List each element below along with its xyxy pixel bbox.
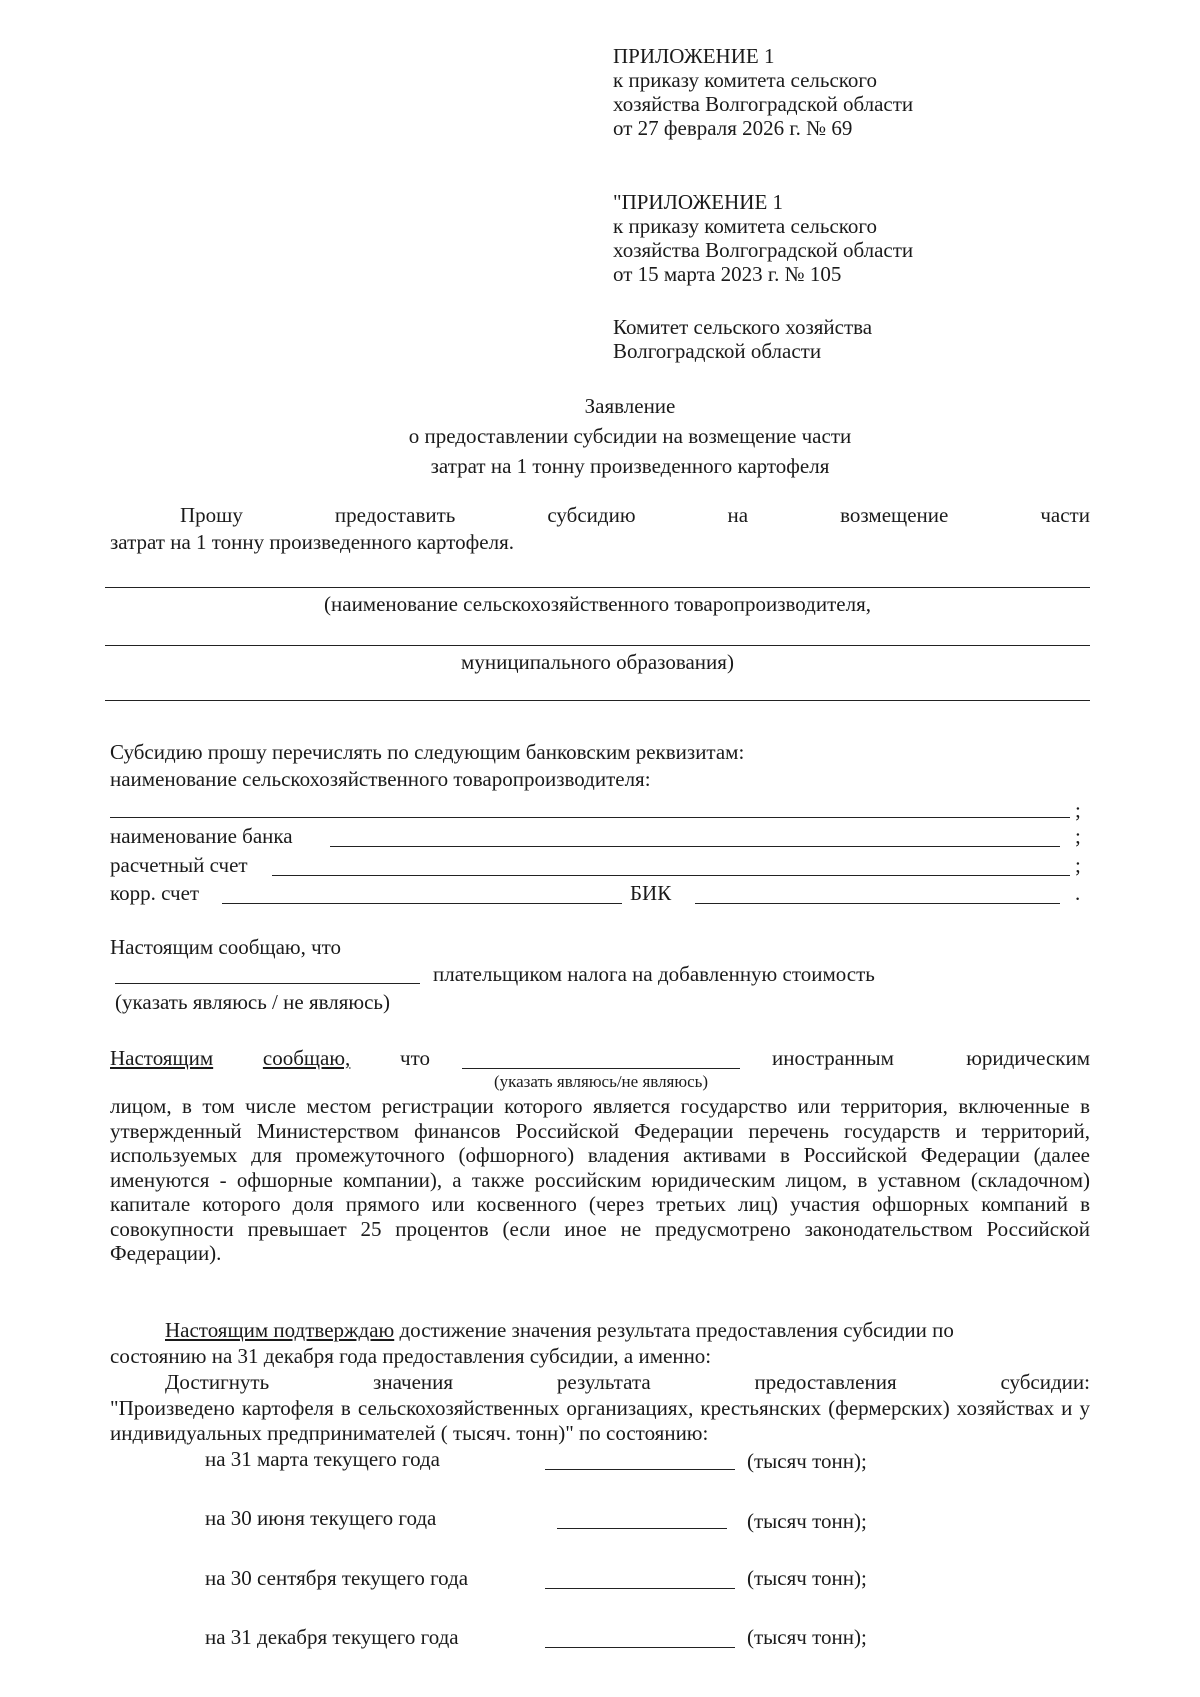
result-label: на 31 декабря текущего года bbox=[205, 1625, 459, 1649]
heading-title: Заявление bbox=[584, 394, 676, 418]
confirm-word: субсидии: bbox=[1000, 1370, 1090, 1394]
offshore-body: лицом, в том числе местом регистрации которого является государство или территория, включенные в утвержденный Министерством финансов Российской Федерации перечень государств и территорий, используемых для промежуточного (офшорного) владения активами в Российской Федерации (далее именуются - офшорные компании), а также российским юридическим лицом, в уставном (складочном) капитале которого доля прямого или косвенного (через третьих лиц) участия офшорных компаний в совокупности превышает 25 процентов (если иное не предусмотрено законодательством Российской Федерации). bbox=[110, 1094, 1090, 1265]
bik-label: БИК bbox=[630, 881, 672, 905]
vat-text: плательщиком налога на добавленную стоимость bbox=[433, 962, 875, 986]
offshore-word: Настоящим bbox=[110, 1046, 214, 1070]
producer-name-line[interactable] bbox=[105, 587, 1090, 588]
semicolon: ; bbox=[1075, 798, 1081, 822]
offshore-word: сообщаю, bbox=[262, 1046, 351, 1070]
period: . bbox=[1075, 881, 1081, 905]
semicolon: ; bbox=[1075, 824, 1081, 848]
account-field[interactable] bbox=[272, 875, 1070, 876]
appendix-old-line1: к приказу комитета сельского bbox=[613, 214, 878, 238]
result-field[interactable] bbox=[545, 1469, 735, 1470]
result-unit: (тысяч тонн); bbox=[747, 1509, 867, 1533]
confirm-rest: достижение значения результата предоставления субсидии по bbox=[394, 1318, 954, 1342]
vat-hint: (указать являюсь / не являюсь) bbox=[115, 990, 390, 1014]
offshore-hint: (указать являюсь/не являюсь) bbox=[493, 1072, 709, 1091]
bank-name-field[interactable] bbox=[330, 846, 1060, 847]
confirm-word: предоставления bbox=[754, 1370, 897, 1394]
document-heading bbox=[330, 391, 930, 481]
request-line2: затрат на 1 тонну произведенного картофеля. bbox=[110, 530, 514, 554]
confirm-line2: состоянию на 31 декабря года предоставления субсидии, а именно: bbox=[110, 1344, 712, 1368]
semicolon: ; bbox=[1075, 853, 1081, 877]
vat-field[interactable] bbox=[115, 983, 420, 984]
appendix-new bbox=[613, 44, 913, 140]
offshore-field[interactable] bbox=[462, 1068, 740, 1069]
result-field[interactable] bbox=[557, 1528, 727, 1529]
offshore-word: юридическим bbox=[966, 1046, 1090, 1070]
appendix-new-title: ПРИЛОЖЕНИЕ 1 bbox=[613, 44, 775, 68]
confirm-word: значения bbox=[373, 1370, 454, 1394]
addressee bbox=[613, 315, 872, 363]
result-label: на 31 марта текущего года bbox=[205, 1447, 440, 1471]
appendix-old-line3: от 15 марта 2023 г. № 105 bbox=[613, 262, 842, 286]
municipality-caption: муниципального образования) bbox=[461, 650, 734, 674]
addressee-line2: Волгоградской области bbox=[613, 339, 822, 363]
bank-producer-label: наименование сельскохозяйственного товаропроизводителя: bbox=[110, 767, 651, 791]
confirm-words bbox=[165, 1370, 1090, 1395]
corr-label: корр. счет bbox=[110, 881, 200, 905]
heading-line1: о предоставлении субсидии на возмещение части bbox=[408, 424, 852, 448]
result-field[interactable] bbox=[545, 1588, 735, 1589]
request-word: Прошу bbox=[180, 503, 243, 527]
account-label: расчетный счет bbox=[110, 853, 248, 877]
request-word: части bbox=[1040, 503, 1090, 527]
confirm-underlined: Настоящим подтверждаю bbox=[165, 1318, 395, 1342]
municipality-line[interactable] bbox=[105, 700, 1090, 701]
request-word: субсидию bbox=[547, 503, 636, 527]
appendix-old-title: "ПРИЛОЖЕНИЕ 1 bbox=[613, 190, 784, 214]
result-label: на 30 сентября текущего года bbox=[205, 1566, 469, 1590]
producer-name-line-2[interactable] bbox=[105, 645, 1090, 646]
appendix-old-line2: хозяйства Волгоградской области bbox=[613, 238, 914, 262]
offshore-right bbox=[772, 1046, 1090, 1071]
result-label: на 30 июня текущего года bbox=[205, 1506, 437, 1530]
corr-field[interactable] bbox=[222, 903, 622, 904]
appendix-old bbox=[613, 190, 913, 286]
offshore-left bbox=[110, 1046, 430, 1071]
producer-caption: (наименование сельскохозяйственного товаропроизводителя, bbox=[324, 592, 871, 616]
result-field[interactable] bbox=[545, 1647, 735, 1648]
result-unit: (тысяч тонн); bbox=[747, 1449, 867, 1473]
heading-line2: затрат на 1 тонну произведенного картофеля bbox=[430, 454, 830, 478]
result-unit: (тысяч тонн); bbox=[747, 1566, 867, 1590]
confirm-line1 bbox=[165, 1318, 1090, 1343]
request-word: предоставить bbox=[334, 503, 456, 527]
confirm-word: Достигнуть bbox=[165, 1370, 270, 1394]
vat-intro: Настоящим сообщаю, что bbox=[110, 935, 342, 959]
appendix-new-line2: хозяйства Волгоградской области bbox=[613, 92, 914, 116]
request-word: возмещение bbox=[840, 503, 949, 527]
request-word: на bbox=[727, 503, 749, 527]
addressee-line1: Комитет сельского хозяйства bbox=[613, 315, 873, 339]
confirm-word: результата bbox=[556, 1370, 651, 1394]
offshore-word: иностранным bbox=[772, 1046, 894, 1070]
appendix-new-line1: к приказу комитета сельского bbox=[613, 68, 878, 92]
bik-field[interactable] bbox=[695, 903, 1060, 904]
request-line1 bbox=[180, 503, 1090, 528]
result-unit: (тысяч тонн); bbox=[747, 1625, 867, 1649]
appendix-new-line3: от 27 февраля 2026 г. № 69 bbox=[613, 116, 853, 140]
offshore-word: что bbox=[400, 1046, 430, 1070]
bank-producer-field[interactable] bbox=[110, 817, 1070, 818]
confirm-body: "Произведено картофеля в сельскохозяйственных организациях, крестьянских (фермерских) хозяйствах и у индивидуальных предпринимателей ( тысяч. тонн)" по состоянию: bbox=[110, 1396, 1090, 1445]
bank-name-label: наименование банка bbox=[110, 824, 293, 848]
bank-intro: Субсидию прошу перечислять по следующим банковским реквизитам: bbox=[110, 740, 745, 764]
